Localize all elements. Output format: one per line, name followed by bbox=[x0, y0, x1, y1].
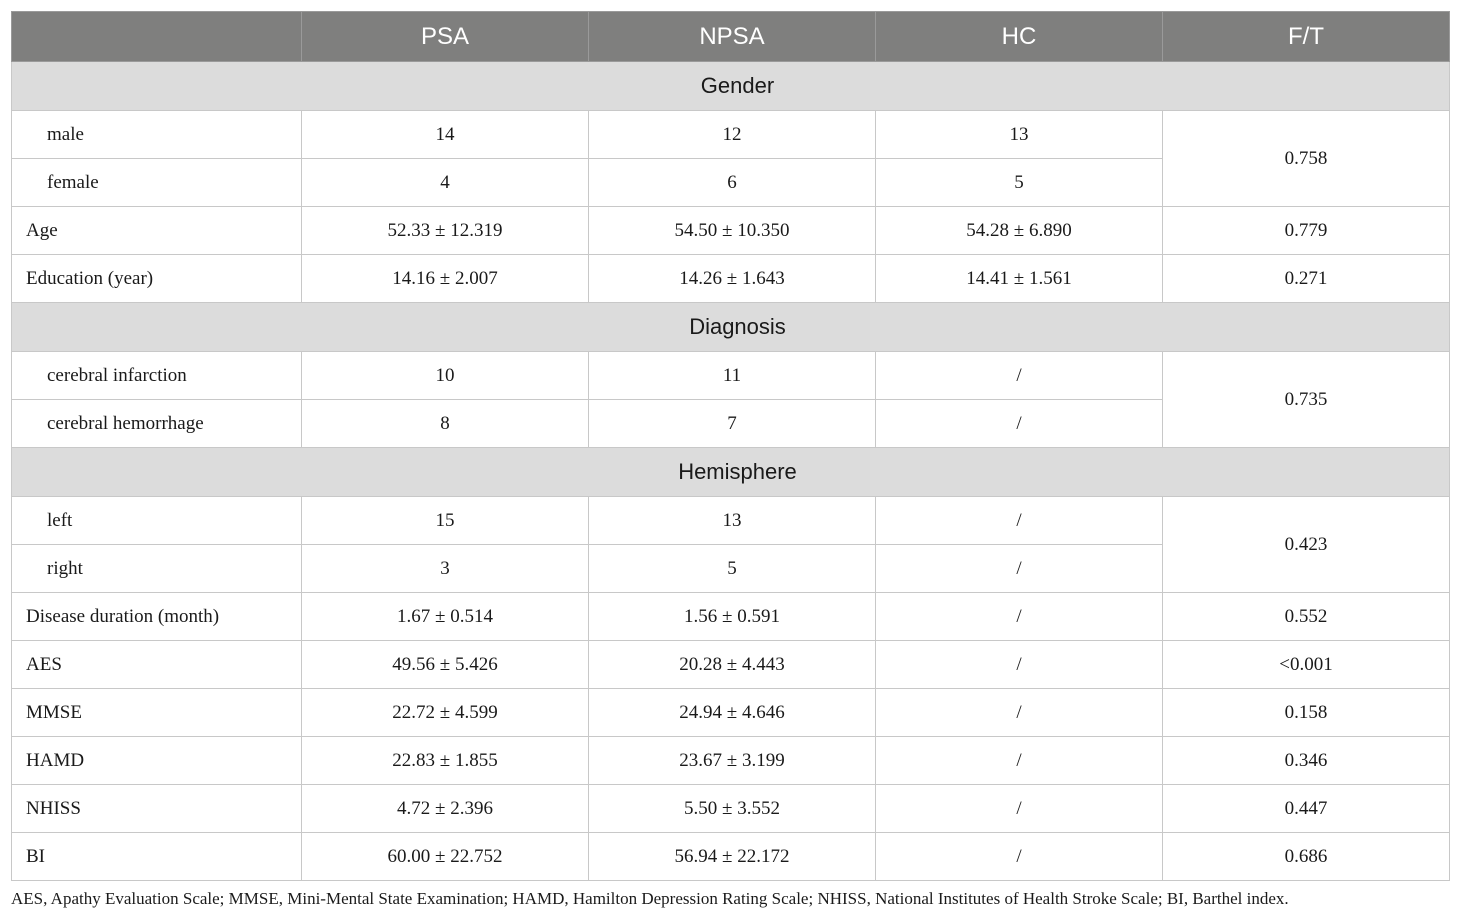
table-row bbox=[12, 111, 1450, 159]
cell-ft: <0.001 bbox=[1163, 641, 1450, 689]
cell-psa: 4 bbox=[302, 159, 589, 207]
cell-hc: / bbox=[876, 689, 1163, 737]
cell-ft: 0.552 bbox=[1163, 593, 1450, 641]
section-title-diagnosis: Diagnosis bbox=[12, 303, 1450, 352]
row-label: NHISS bbox=[12, 785, 302, 833]
row-label: Education (year) bbox=[12, 255, 302, 303]
cell-ft: 0.758 bbox=[1163, 111, 1450, 207]
row-label: female bbox=[12, 159, 302, 207]
cell-psa: 8 bbox=[302, 400, 589, 448]
header-row bbox=[12, 12, 1450, 62]
demographics-table bbox=[11, 11, 1450, 881]
section-row-hemisphere bbox=[12, 448, 1450, 497]
table-row bbox=[12, 255, 1450, 303]
cell-ft: 0.158 bbox=[1163, 689, 1450, 737]
header-hc: HC bbox=[876, 12, 1163, 62]
cell-hc: / bbox=[876, 400, 1163, 448]
cell-npsa: 23.67 ± 3.199 bbox=[589, 737, 876, 785]
cell-psa: 14 bbox=[302, 111, 589, 159]
cell-hc: / bbox=[876, 545, 1163, 593]
cell-hc: / bbox=[876, 593, 1163, 641]
cell-hc: / bbox=[876, 352, 1163, 400]
row-label: BI bbox=[12, 833, 302, 881]
cell-psa: 1.67 ± 0.514 bbox=[302, 593, 589, 641]
cell-ft: 0.447 bbox=[1163, 785, 1450, 833]
row-label: male bbox=[12, 111, 302, 159]
section-title-hemisphere: Hemisphere bbox=[12, 448, 1450, 497]
cell-hc: 54.28 ± 6.890 bbox=[876, 207, 1163, 255]
cell-npsa: 7 bbox=[589, 400, 876, 448]
cell-npsa: 11 bbox=[589, 352, 876, 400]
cell-hc: / bbox=[876, 785, 1163, 833]
row-label: HAMD bbox=[12, 737, 302, 785]
cell-psa: 22.72 ± 4.599 bbox=[302, 689, 589, 737]
cell-psa: 10 bbox=[302, 352, 589, 400]
cell-hc: / bbox=[876, 497, 1163, 545]
cell-npsa: 6 bbox=[589, 159, 876, 207]
cell-ft: 0.271 bbox=[1163, 255, 1450, 303]
cell-npsa: 54.50 ± 10.350 bbox=[589, 207, 876, 255]
table-footnote: AES, Apathy Evaluation Scale; MMSE, Mini-Mental State Examination; HAMD, Hamilton Depression Rating Scale; NHISS, National Institutes of Health Stroke Scale; BI, Barthel index. bbox=[11, 889, 1289, 908]
cell-hc: 13 bbox=[876, 111, 1163, 159]
cell-psa: 15 bbox=[302, 497, 589, 545]
row-label: Age bbox=[12, 207, 302, 255]
row-label: right bbox=[12, 545, 302, 593]
cell-hc: 14.41 ± 1.561 bbox=[876, 255, 1163, 303]
cell-npsa: 12 bbox=[589, 111, 876, 159]
table-row bbox=[12, 785, 1450, 833]
cell-npsa: 14.26 ± 1.643 bbox=[589, 255, 876, 303]
cell-hc: 5 bbox=[876, 159, 1163, 207]
table-row bbox=[12, 641, 1450, 689]
cell-npsa: 13 bbox=[589, 497, 876, 545]
row-label: left bbox=[12, 497, 302, 545]
header-blank bbox=[12, 12, 302, 62]
table-row bbox=[12, 593, 1450, 641]
cell-npsa: 5 bbox=[589, 545, 876, 593]
cell-npsa: 5.50 ± 3.552 bbox=[589, 785, 876, 833]
table-row bbox=[12, 352, 1450, 400]
cell-psa: 52.33 ± 12.319 bbox=[302, 207, 589, 255]
cell-ft: 0.779 bbox=[1163, 207, 1450, 255]
row-label: MMSE bbox=[12, 689, 302, 737]
table-row bbox=[12, 207, 1450, 255]
cell-ft: 0.423 bbox=[1163, 497, 1450, 593]
table-row bbox=[12, 737, 1450, 785]
cell-psa: 49.56 ± 5.426 bbox=[302, 641, 589, 689]
cell-hc: / bbox=[876, 737, 1163, 785]
cell-npsa: 1.56 ± 0.591 bbox=[589, 593, 876, 641]
row-label: Disease duration (month) bbox=[12, 593, 302, 641]
cell-psa: 3 bbox=[302, 545, 589, 593]
cell-npsa: 56.94 ± 22.172 bbox=[589, 833, 876, 881]
cell-ft: 0.686 bbox=[1163, 833, 1450, 881]
header-npsa: NPSA bbox=[589, 12, 876, 62]
header-ft: F/T bbox=[1163, 12, 1450, 62]
header-psa: PSA bbox=[302, 12, 589, 62]
cell-psa: 60.00 ± 22.752 bbox=[302, 833, 589, 881]
row-label: cerebral infarction bbox=[12, 352, 302, 400]
table-row bbox=[12, 497, 1450, 545]
table-row bbox=[12, 833, 1450, 881]
cell-psa: 4.72 ± 2.396 bbox=[302, 785, 589, 833]
table-container bbox=[11, 11, 1449, 881]
cell-psa: 14.16 ± 2.007 bbox=[302, 255, 589, 303]
cell-ft: 0.346 bbox=[1163, 737, 1450, 785]
cell-ft: 0.735 bbox=[1163, 352, 1450, 448]
row-label: cerebral hemorrhage bbox=[12, 400, 302, 448]
section-title-gender: Gender bbox=[12, 62, 1450, 111]
cell-hc: / bbox=[876, 641, 1163, 689]
cell-npsa: 20.28 ± 4.443 bbox=[589, 641, 876, 689]
row-label: AES bbox=[12, 641, 302, 689]
cell-npsa: 24.94 ± 4.646 bbox=[589, 689, 876, 737]
cell-psa: 22.83 ± 1.855 bbox=[302, 737, 589, 785]
table-row bbox=[12, 689, 1450, 737]
section-row-gender bbox=[12, 62, 1450, 111]
section-row-diagnosis bbox=[12, 303, 1450, 352]
cell-hc: / bbox=[876, 833, 1163, 881]
